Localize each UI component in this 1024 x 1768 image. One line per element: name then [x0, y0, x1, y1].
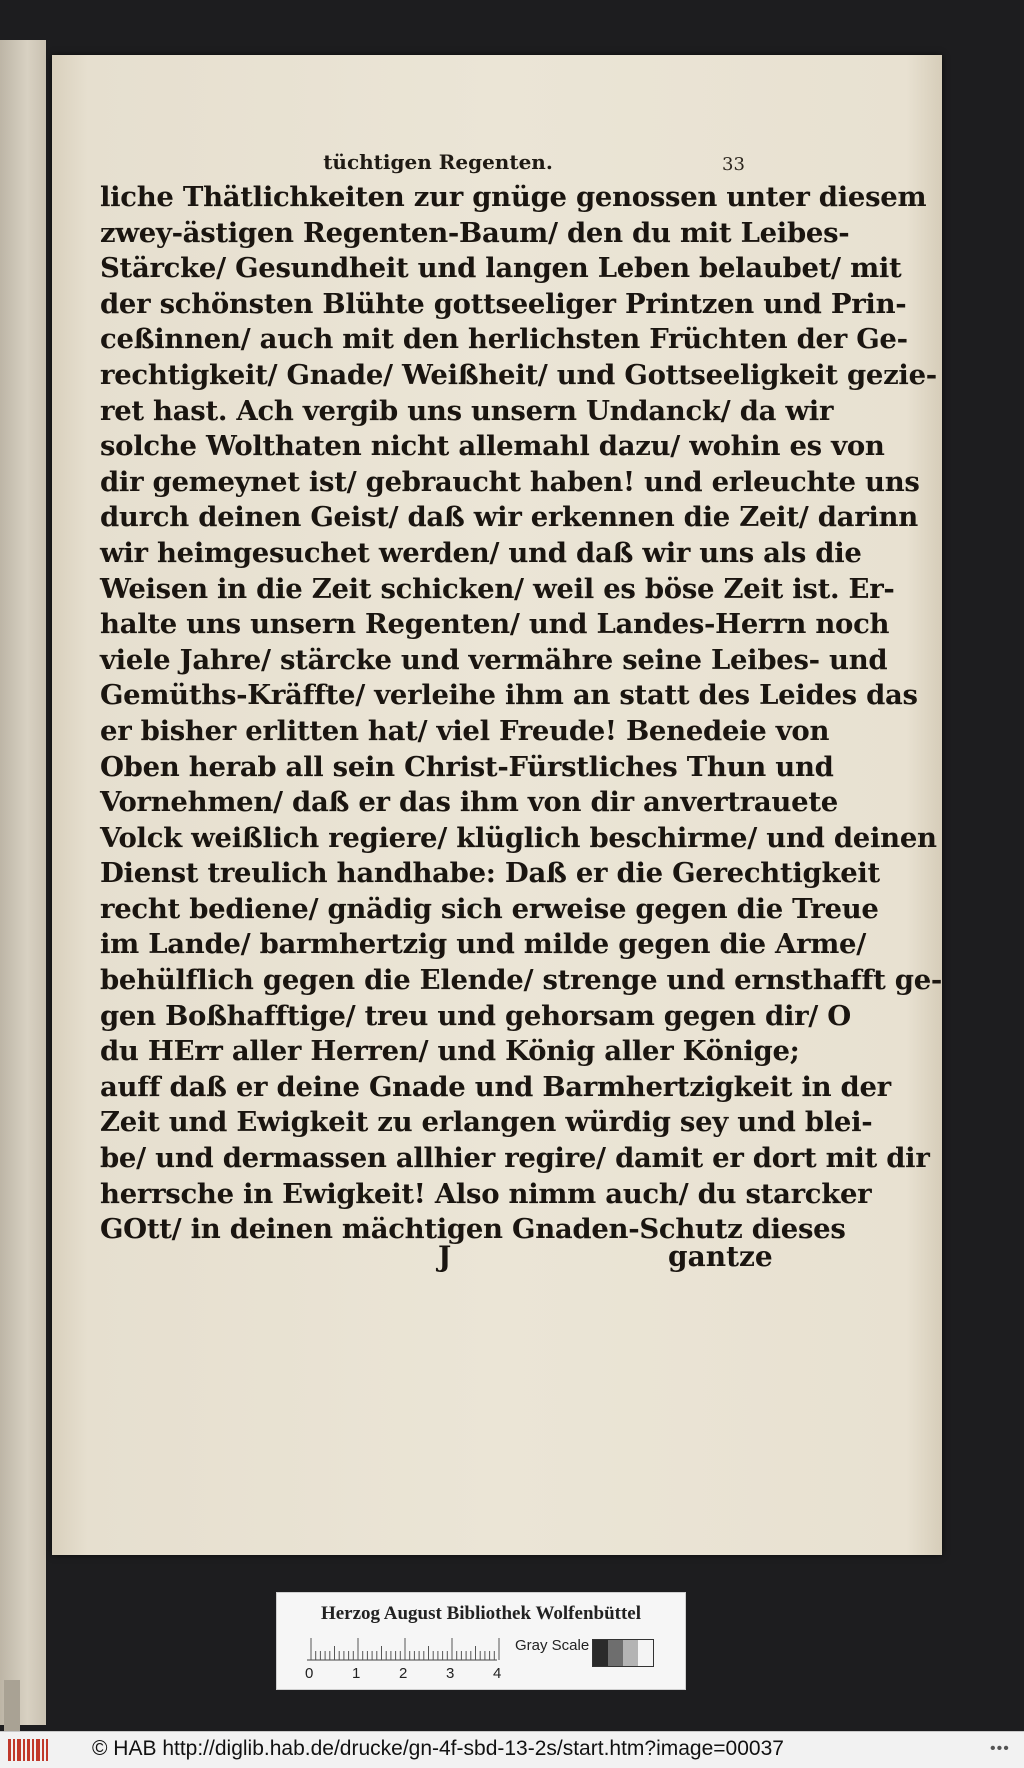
previous-page-edge: [0, 40, 46, 1725]
text-line: Dienst treulich handhabe: Daß er die Gerechtigkeit: [100, 857, 880, 890]
text-line: Zeit und Ewigkeit zu erlangen würdig sey und blei-: [100, 1106, 873, 1139]
gray-swatch: [593, 1640, 608, 1666]
ruler-number: 2: [399, 1665, 408, 1682]
text-line: liche Thätlichkeiten zur gnüge genossen unter diesem: [100, 181, 927, 213]
text-line: zwey-ästigen Regenten-Baum/ den du mit Leibes-: [100, 216, 850, 249]
text-line: der schönsten Blühte gottseeliger Printzen und Prin-: [100, 287, 907, 320]
gray-scale-swatches: [592, 1639, 654, 1667]
text-line: Oben herab all sein Christ-Fürstliches Thun und: [100, 750, 834, 783]
text-line: herrsche in Ewigkeit! Also nimm auch/ du starcker: [100, 1177, 872, 1210]
page-number: 33: [722, 154, 745, 175]
ruler-number: 0: [305, 1665, 314, 1682]
gray-swatch: [608, 1640, 623, 1666]
text-line: Gemüths-Kräffte/ verleihe ihm an statt des Leides das: [100, 679, 918, 712]
gray-swatch: [638, 1640, 653, 1666]
more-icon[interactable]: •••: [990, 1740, 1010, 1757]
ruler-number: 3: [446, 1665, 455, 1682]
signature-mark: J: [438, 1240, 452, 1273]
ruler-number: 4: [493, 1665, 502, 1682]
barcode-icon: [8, 1739, 48, 1761]
library-scale-card: [276, 1592, 686, 1690]
text-line: ret hast. Ach vergib uns unsern Undanck/ da wir: [100, 394, 834, 427]
text-line: GOtt/ in deinen mächtigen Gnaden-Schutz dieses: [100, 1213, 846, 1246]
gray-scale-label: Gray Scale: [515, 1637, 590, 1654]
ruler-number: 1: [352, 1665, 361, 1682]
text-line: ceßinnen/ auch mit den herlichsten Früchten der Ge-: [100, 323, 908, 356]
text-line: recht bediene/ gnädig sich erweise gegen die Treue: [100, 892, 879, 925]
running-head: tüchtigen Regenten.: [323, 150, 553, 174]
text-line: du HErr aller Herren/ und König aller Könige;: [100, 1035, 800, 1068]
gray-swatch: [623, 1640, 638, 1666]
text-line: er bisher erlitten hat/ viel Freude! Benedeie von: [100, 714, 830, 747]
source-url[interactable]: © HAB http://diglib.hab.de/drucke/gn-4f-sbd-13-2s/start.htm?image=00037: [92, 1737, 784, 1760]
library-name: Herzog August Bibliothek Wolfenbüttel: [320, 1603, 642, 1624]
text-line: halte uns unsern Regenten/ und Landes-Herrn noch: [100, 608, 890, 641]
main-text: [100, 180, 943, 1248]
text-line: be/ und dermassen allhier regire/ damit er dort mit dir: [100, 1142, 930, 1175]
ruler-icon: [307, 1633, 497, 1661]
text-line: auff daß er deine Gnade und Barmhertzigkeit in der: [100, 1070, 891, 1103]
text-line: dir gemeynet ist/ gebraucht haben! und erleuchte uns: [100, 465, 920, 498]
text-line: gen Boßhafftige/ treu und gehorsam gegen dir/ O: [100, 999, 851, 1032]
text-line: Weisen in die Zeit schicken/ weil es böse Zeit ist. Er-: [100, 572, 895, 605]
text-line: rechtigkeit/ Gnade/ Weißheit/ und Gottseeligkeit gezie-: [100, 358, 937, 391]
text-line: Volck weißlich regiere/ klüglich beschirme/ und deinen: [100, 821, 937, 854]
text-line: Vornehmen/ daß er das ihm von dir anvertrauete: [100, 786, 838, 819]
text-line: behülflich gegen die Elende/ strenge und ernsthafft ge-: [100, 964, 943, 997]
text-line: durch deinen Geist/ daß wir erkennen die Zeit/ darinn: [100, 501, 918, 534]
catchword: gantze: [668, 1240, 773, 1273]
text-line: viele Jahre/ stärcke und vermähre seine Leibes- und: [100, 643, 888, 676]
text-line: wir heimgesuchet werden/ und daß wir uns als die: [100, 536, 862, 569]
text-line: im Lande/ barmhertzig und milde gegen die Arme/: [100, 928, 866, 961]
text-line: Stärcke/ Gesundheit und langen Leben belaubet/ mit: [100, 252, 902, 285]
status-bar: [0, 1731, 1024, 1768]
ruler-numbers: [305, 1665, 505, 1683]
text-line: solche Wolthaten nicht allemahl dazu/ wohin es von: [100, 430, 885, 463]
